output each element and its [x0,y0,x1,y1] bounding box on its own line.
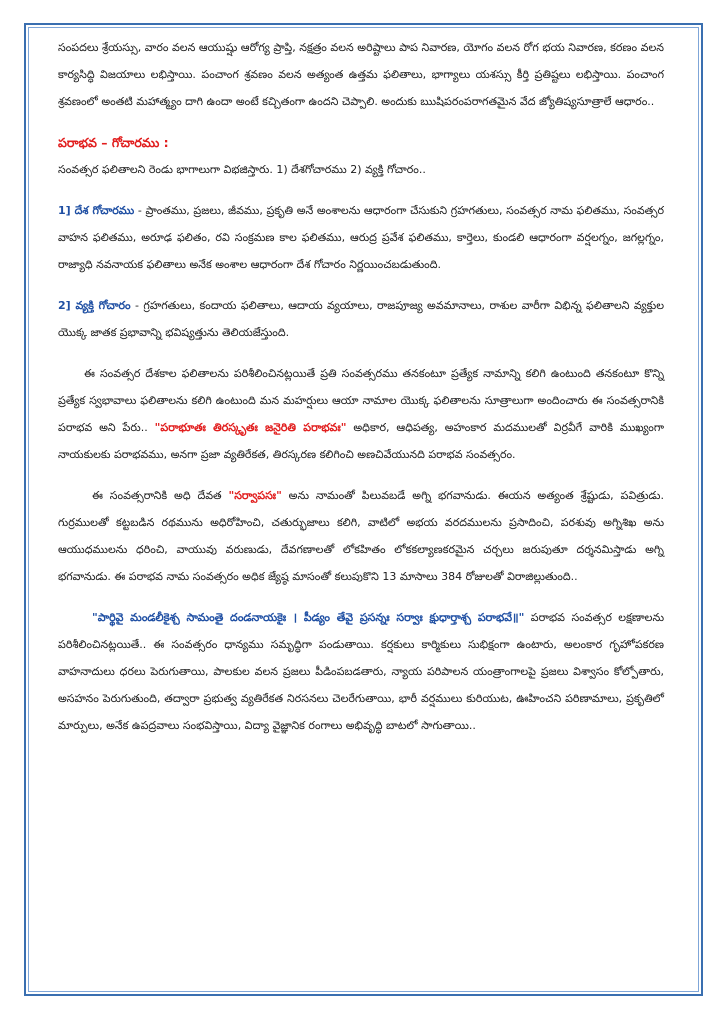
paragraph-benefits: సంపదలు శ్రేయస్సు, వారం వలన ఆయుష్షు ఆరోగ్య ప్రాప్తి, నక్షత్రం వలన అరిష్టాలు పాప నివారణ, యోగం వలన రోగ భయ నివారణ, కరణం వలన కార్యసిద్ధి విజయాలు లభిస్తాయి. పంచాంగ శ్రవణం వలన అత్యంత ఉత్తమ ఫలితాలు, భాగ్యాలు యశస్సు కీర్తి ప్రతిష్టలు లభిస్తాయి. పంచాంగ శ్రవణంలో అంతటి మహాత్మ్యం దాగి ఉందా అంటే కచ్చితంగా ఉందని చెప్పాలి. అందుకు ఋషిపరంపరాగతమైన వేద జ్యోతిష్యసూత్రాలే ఆధారం.. [58,41,664,108]
desha-gocharam-label: 1] దేశ గోచారము [58,204,135,217]
year-traits-text: పరాభవ సంవత్సర లక్షణాలను పరిశీలించినట్లయితే.. ఈ సంవత్సరం ధాన్యము సమృద్ధిగా పండుతాయి. కర్షకులు కార్మికులు సుభిక్షంగా ఉంటారు, అలంకార గృహోపకరణ వాహనాదులు ధరలు పెరుగుతాయి, పాలకుల వలన ప్రజలు పీడింపబడతారు, న్యాయ పరిపాలన యంత్రాంగాలపై ప్రజలు విశ్వాసం కోల్పోతారు, అసహనం పెరుగుతుంది, తద్వారా ప్రభుత్వ వ్యతిరేకత నిరసనలు చెలరేగుతాయి, భారీ వర్షములు కురియుట, ఊహించని పరిణామాలు, ప్రకృతిలో మార్పులు, అనేక ఉపద్రవాలు సంభవిస్తాయి, విద్యా వైజ్ఞానిక రంగాలు అభివృద్ధి బాటలో సాగుతాయి.. [58,611,664,732]
vyakti-gocharam-text: - గ్రహగతులు, కందాయ ఫలితాలు, ఆదాయ వ్యయాలు, రాజపూజ్య అవమానాలు, రాశుల వారీగా విభిన్న ఫలితాలని వ్యక్తుల యొక్క జాతక ప్రభావాన్ని భవిష్యత్తును తెలియజేస్తుంది. [58,299,664,339]
year-name-text: ఈ సంవత్సర దేశకాల ఫలితాలను పరిశీలించినట్లయితే ప్రతి సంవత్సరము తనకంటూ ప్రత్యేక నామాన్ని కలిగి ఉంటుంది తనకంటూ కొన్ని ప్రత్యేక స్వభావాలు ఫలితాలను కలిగి ఉంటుంది మన మహర్షులు ఆయా నామాల యొక్క ఫలితాలను సూత్రాలుగా అందించారు ఈ సంవత్సరానికి పరాభవ అని పేరు.. [58,367,664,434]
deity-quote: "సర్వాపసః" [228,489,282,502]
year-traits-quote: "పార్థివై మండలీకైశ్చ సామంతై దండనాయకైః । పీడ్యం తేవై ప్రసన్నః సర్వాః క్షుధార్తాశ్చ పరాభవే॥" [92,611,525,624]
paragraph-desha-gocharam [58,197,664,278]
section-heading: పరాభవ – గోచారము : [58,135,169,150]
paragraph-deity [58,482,664,590]
paragraph-year-name [58,360,664,468]
desha-gocharam-text: - ప్రాంతము, ప్రజలు, జీవము, ప్రకృతి అనే అంశాలను ఆధారంగా చేసుకుని గ్రహగతులు, సంవత్సర నామ ఫలితము, సంవత్సర వాహన ఫలితము, అరూఢ ఫలితం, రవి సంక్రమణ కాల ఫలితము, ఆరుద్ర ప్రవేశ ఫలితము, కార్తెలు, కుండలి ఆధారంగా వర్షలగ్నం, జగల్లగ్నం, రాజ్యాధి నవనాయక ఫలితాలు అనేక అంశాల ఆధారంగా దేశ గోచారం నిర్ణయించబడుతుంది. [58,204,664,271]
paragraph-year-traits [58,604,664,739]
vyakti-gocharam-label: 2] వ్యక్తి గోచారం [58,299,131,312]
paragraph-vyakti-gocharam [58,292,664,346]
year-name-text-2: అధికార, ఆధిపత్య, అహంకార మదములతో విర్రవీగే వారికి ముఖ్యంగా నాయకులకు పరాభవము, అనగా ప్రజా వ్యతిరేకత, తిరస్కరణ కలిగించి అణచివేయునది పరాభవ సంవత్సరం. [58,421,664,461]
paragraph-intro: సంవత్సర ఫలితాలని రెండు భాగాలుగా విభజిస్తారు. 1) దేశగోచారము 2) వ్యక్తి గోచారం.. [58,163,426,176]
deity-text: ఈ సంవత్సరానికి అధి దేవత [92,489,229,502]
deity-text-2: అను నామంతో పిలువబడే అగ్ని భగవానుడు. ఈయన అత్యంత శ్రేష్టుడు, పవిత్రుడు. గుర్రములతో కట్టబడిన రథమును అధిరోహించి, చతుర్భుజాలు కలిగి, వాటిలో అభయ వరదములను ప్రసాదించి, పరశువు అగ్నిశిఖ అను ఆయుధములను ధరించి, వాయువు వరుణుడు, దేవగణాలతో లోకహితం లోకకల్యాణకరమైన చర్చలు జరుపుతూ దర్శనమిస్తాడు అగ్ని భగవానుడు. ఈ పరాభవ నామ సంవత్సరం అధిక జ్యేష్ఠ మాసంతో కలుపుకొని 13 మాసాలు 384 రోజులతో విరాజిల్లుతుంది.. [58,489,664,583]
document-body [58,34,664,739]
year-name-quote: "పరాభూతః తిరస్కృతః జనైరితి పరాభవః" [154,421,347,434]
